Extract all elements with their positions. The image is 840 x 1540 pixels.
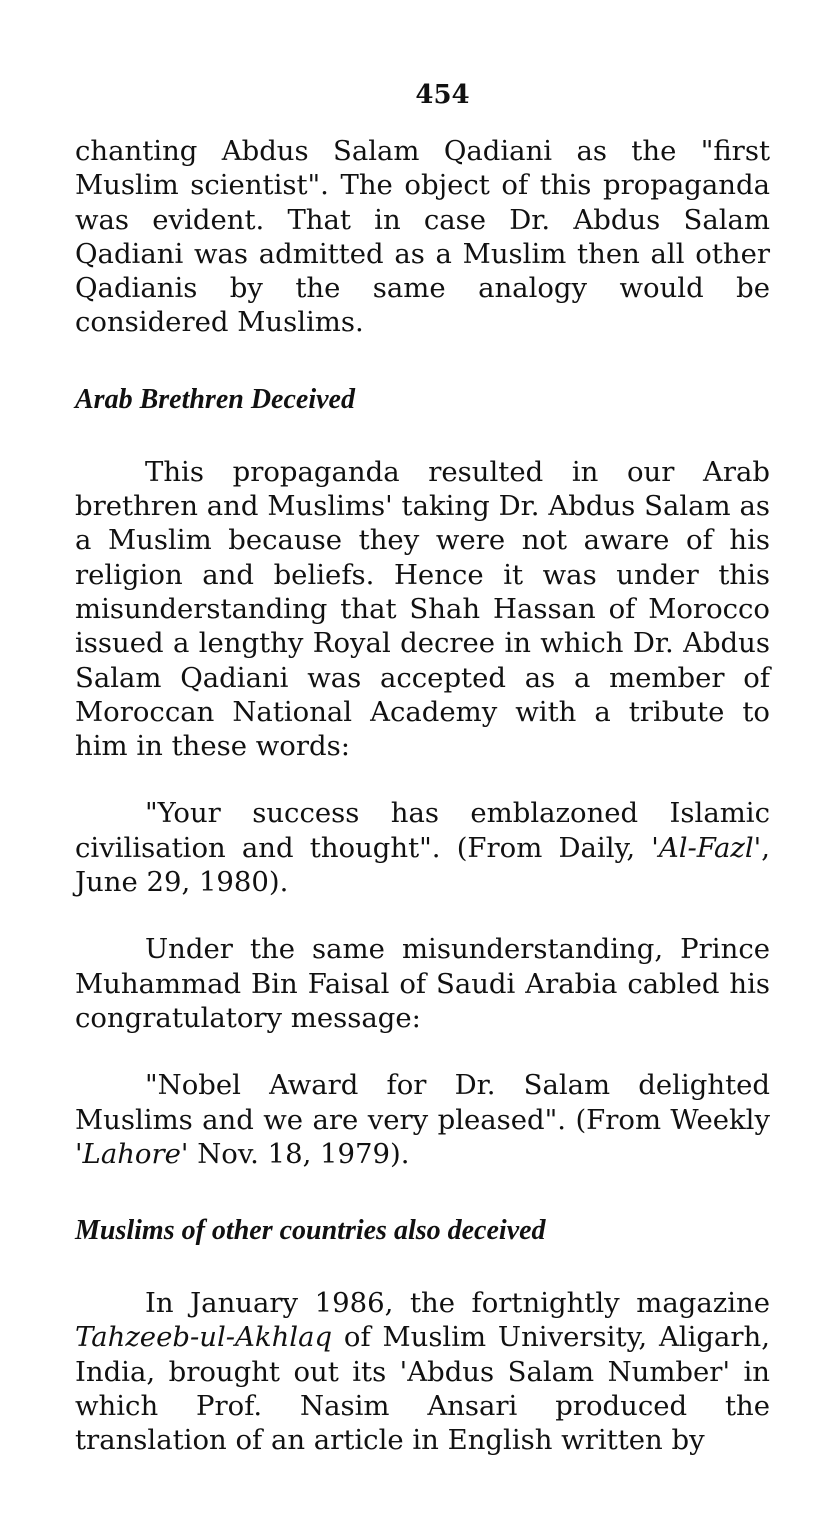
quote-moroccan-tribute [75,796,770,899]
section-heading-other-countries: Muslims of other countries also deceived [75,1215,546,1247]
paragraph-royal-decree: This propaganda resulted in our Arab brethren and Muslims' taking Dr. Abdus Salam as a Muslim because they were not aware of his religion and beliefs. Hence it was under this misunderstanding that Shah Hassan of Morocco issued a lengthy Royal decree in which Dr. Abdus Salam Qadiani was accepted as a member of Moroccan National Academy with a tribute to him in these words: [75,455,770,763]
quote-text: "Your success has emblazoned Islamic civilisation and thought". (From Daily, [75,797,770,864]
magazine-title: Tahzeeb-ul-Akhlaq [75,1321,333,1354]
quote-nobel-award [75,1068,770,1171]
page-number: 454 [415,80,470,110]
paragraph-lead: In January 1986, the fortnightly magazine [145,1287,770,1320]
quote-text: "Nobel Award for Dr. Salam delighted Muslims and we are very pleased". (From Weekly [75,1069,770,1136]
source-lahore: 'Lahore' [75,1137,189,1170]
source-date: Nov. 18, 1979). [188,1137,410,1170]
paragraph-aligarh-magazine [75,1286,770,1457]
section-heading-arab-brethren: Arab Brethren Deceived [75,383,355,415]
paragraph-qadiani-propaganda: chanting Abdus Salam Qadiani as the "first Muslim scientist". The object of this propaganda was evident. That in case Dr. Abdus Salam Qadiani was admitted as a Muslim then all other Qadianis by the same analogy would be considered Muslims. [75,135,770,339]
paragraph-rest: of Muslim University, Aligarh, India, brought out its 'Abdus Salam Number' in which Prof. Nasim Ansari produced the translation of an article in English written by [75,1321,770,1457]
source-al-fazl: 'Al-Fazl' [651,831,762,864]
paragraph-prince-faisal: Under the same misunderstanding, Prince Muhammad Bin Faisal of Saudi Arabia cabled his congratulatory message: [75,933,770,1034]
source-date: , June 29, 1980). [75,831,770,899]
